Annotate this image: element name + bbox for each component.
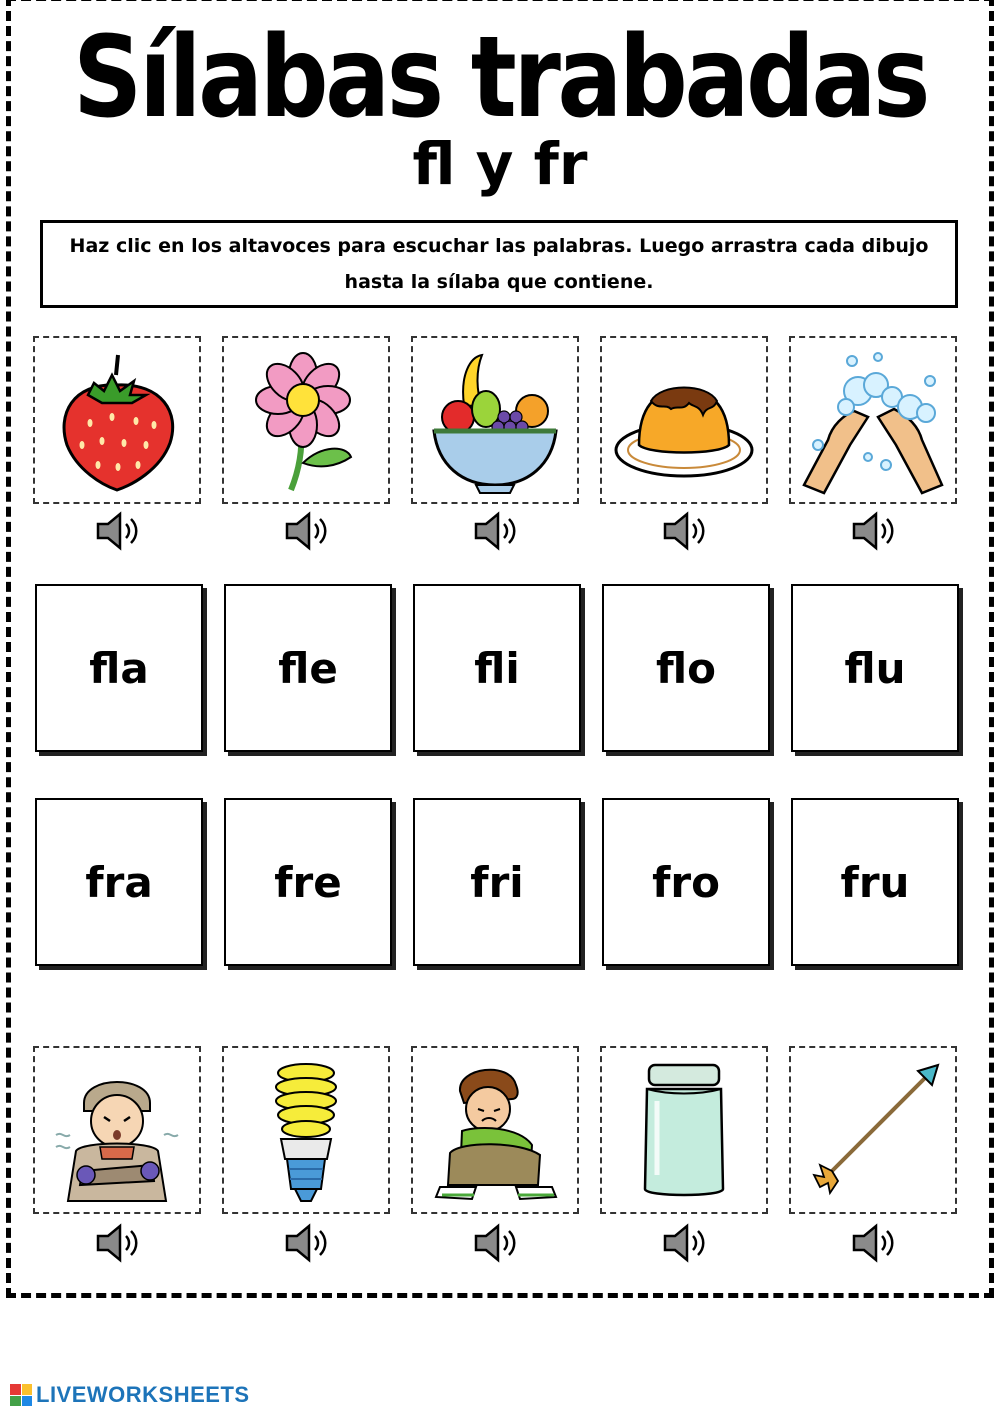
speaker-icon (661, 508, 711, 554)
draggable-picture-sad-boy[interactable] (411, 1046, 579, 1214)
speaker-button-2[interactable] (283, 508, 333, 554)
speaker-button-1[interactable] (94, 508, 144, 554)
fr-syllable-row (33, 798, 963, 970)
drop-target-flu[interactable]: flu (791, 584, 959, 752)
draggable-picture-light-bulb[interactable] (222, 1046, 390, 1214)
speaker-icon (94, 1220, 144, 1266)
draggable-picture-jar[interactable] (600, 1046, 768, 1214)
speaker-icon (283, 1220, 333, 1266)
liveworksheets-brand-text: LIVEWORKSHEETS (36, 1382, 250, 1407)
draggable-picture-cold-man[interactable] (33, 1046, 201, 1214)
liveworksheets-logo-icon (10, 1384, 32, 1406)
drop-target-fra[interactable]: fra (35, 798, 203, 966)
speaker-button-9[interactable] (661, 1220, 711, 1266)
speaker-button-7[interactable] (283, 1220, 333, 1266)
fruit-bowl-icon (420, 345, 570, 495)
speaker-icon (472, 508, 522, 554)
speaker-icon (472, 1220, 522, 1266)
drop-target-fri[interactable]: fri (413, 798, 581, 966)
liveworksheets-logo[interactable] (10, 1380, 250, 1410)
speaker-button-5[interactable] (850, 508, 900, 554)
instructions-text: Haz clic en los altavoces para escuchar las palabras. Luego arrastra cada dibujo hasta la sílaba que contiene. (69, 235, 929, 293)
drop-target-fla[interactable]: fla (35, 584, 203, 752)
jar-icon (609, 1055, 759, 1205)
speaker-button-3[interactable] (472, 508, 522, 554)
drop-target-fro[interactable]: fro (602, 798, 770, 966)
drop-target-fre[interactable]: fre (224, 798, 392, 966)
cold-man-icon (42, 1055, 192, 1205)
instructions-box (40, 220, 958, 308)
speaker-icon (850, 508, 900, 554)
scrubbing-hands-icon (798, 345, 948, 495)
speaker-icon (661, 1220, 711, 1266)
drop-target-fli[interactable]: fli (413, 584, 581, 752)
speaker-button-4[interactable] (661, 508, 711, 554)
sad-boy-icon (420, 1055, 570, 1205)
drop-target-fru[interactable]: fru (791, 798, 959, 966)
draggable-picture-strawberry[interactable] (33, 336, 201, 504)
draggable-picture-arrow[interactable] (789, 1046, 957, 1214)
page-subtitle: fl y fr (412, 130, 588, 198)
page-title: Sílabas trabadas (73, 13, 927, 143)
speaker-button-10[interactable] (850, 1220, 900, 1266)
light-bulb-icon (231, 1055, 381, 1205)
drop-target-fle[interactable]: fle (224, 584, 392, 752)
bottom-picture-row (33, 1046, 963, 1216)
fl-syllable-row (33, 584, 963, 756)
speaker-button-6[interactable] (94, 1220, 144, 1266)
drop-target-flo[interactable]: flo (602, 584, 770, 752)
strawberry-icon (42, 345, 192, 495)
speaker-icon (283, 508, 333, 554)
draggable-picture-scrubbing-hands[interactable] (789, 336, 957, 504)
speaker-button-8[interactable] (472, 1220, 522, 1266)
flan-icon (609, 345, 759, 495)
arrow-icon (798, 1055, 948, 1205)
top-picture-row (33, 336, 963, 506)
speaker-icon (94, 508, 144, 554)
draggable-picture-fruit-bowl[interactable] (411, 336, 579, 504)
draggable-picture-flan[interactable] (600, 336, 768, 504)
flower-icon (231, 345, 381, 495)
speaker-icon (850, 1220, 900, 1266)
draggable-picture-flower[interactable] (222, 336, 390, 504)
